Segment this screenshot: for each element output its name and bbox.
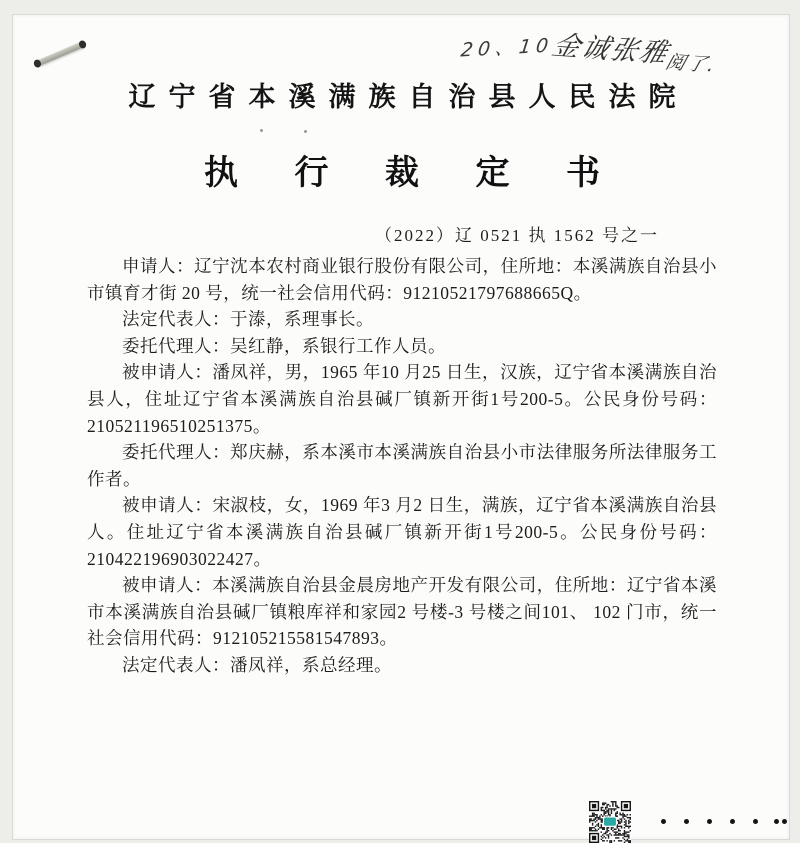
footer-dot [661,819,666,824]
paragraph: 被申请人：本溪满族自治县金晨房地产开发有限公司，住所地：辽宁省本溪市本溪满族自治县碱厂镇粮库祥和家园2 号楼-3 号楼之间101、 102 门市，统一社会信用代码：912105215581547893。 [87,575,717,649]
footer-dot [730,819,735,824]
document-title: 执 行 裁 定 书 [204,155,624,192]
qr-code-icon [589,801,631,843]
footer-dot [684,819,689,824]
paragraph: 申请人：辽宁沈本农村商业银行股份有限公司，住所地：本溪满族自治县小市镇育才街 20 号，统一社会信用代码：91210521797688665Q。 [87,256,717,303]
paragraph: 被申请人：宋淑枝，女，1969 年3 月2 日生，满族，辽宁省本溪满族自治县人。住址辽宁省本溪满族自治县碱厂镇新开街1号200-5。公民身份号码： 210422196903022427。 [87,495,717,569]
case-number: （2022）辽 0521 执 1562 号之一 [375,226,659,245]
court-name: 辽宁省本溪满族自治县人民法院 [128,82,689,112]
staple [36,41,84,66]
footer-dot [774,819,779,824]
paragraph: 委托代理人：吴红静，系银行工作人员。 [122,335,446,356]
scan-speck [260,129,263,132]
scan-speck [304,130,307,133]
document-page [12,14,790,840]
handwritten-note-text: 金诚张雅 [548,30,674,70]
paragraph: 委托代理人：郑庆赫，系本溪市本溪满族自治县小市法律服务所法律服务工作者。 [87,442,717,489]
paragraph: 法定代表人：潘凤祥，系总经理。 [122,654,392,675]
handwritten-note-tail: 阅了. [663,51,720,77]
paragraph: 被申请人：潘凤祥，男，1965 年10 月25 日生，汉族，辽宁省本溪满族自治县人，住址辽宁省本溪满族自治县碱厂镇新开街1号200-5。公民身份号码： 210521196510251375。 [87,362,717,436]
footer-dot [782,819,787,824]
document-body [87,253,717,679]
handwritten-date: 20、10 [459,34,555,62]
paragraph: 法定代表人：于溙，系理事长。 [122,309,374,330]
footer-dot [707,819,712,824]
footer-dot [753,819,758,824]
handwritten-note [547,24,725,78]
